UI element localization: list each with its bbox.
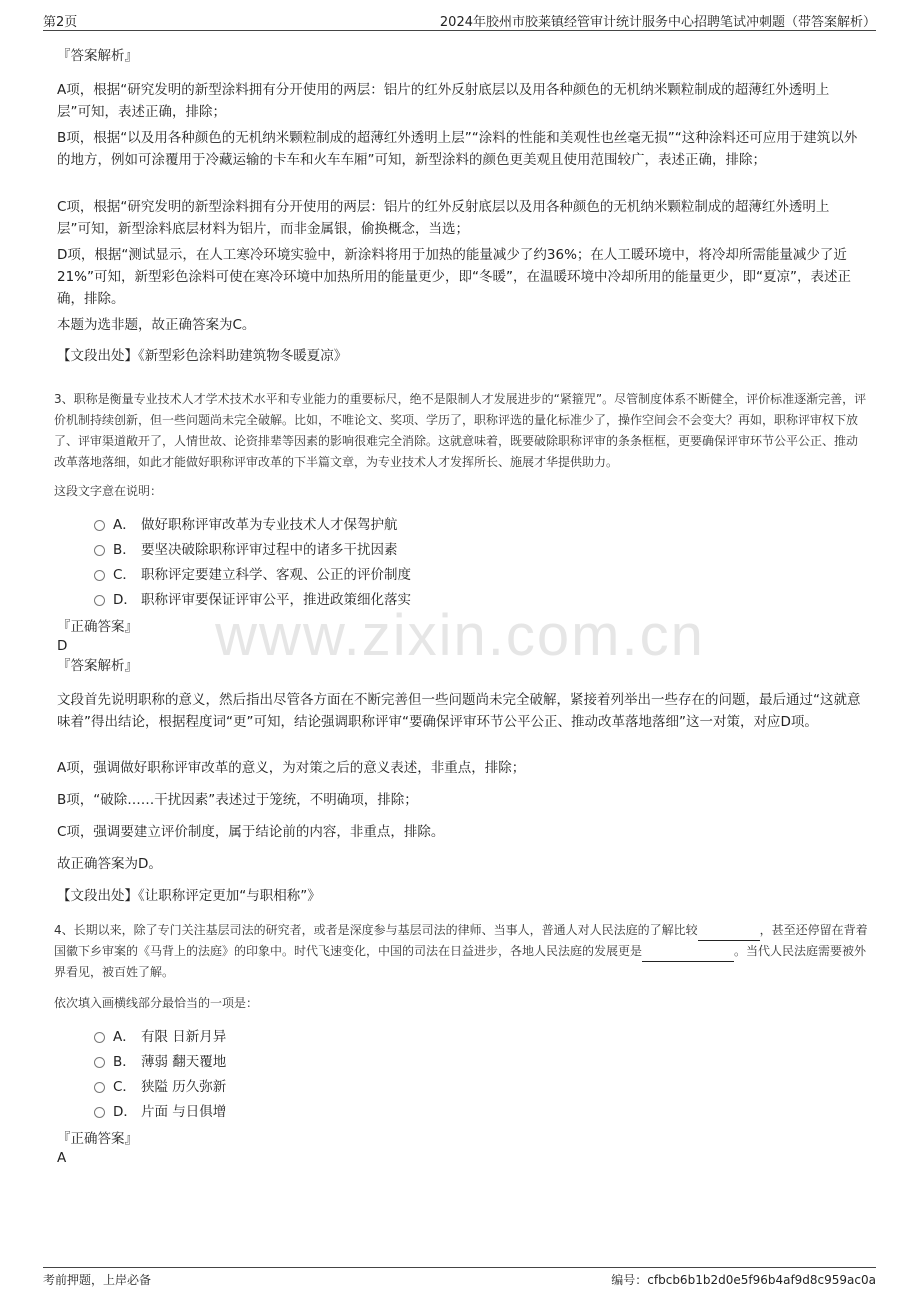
option-text: 狭隘 历久弥新 — [141, 1079, 227, 1095]
option-text: 有限 日新月异 — [141, 1029, 227, 1045]
document-id: 编号：cfbcb6b1b2d0e5f96b4af9d8c959ac0a — [611, 1273, 876, 1287]
option-letter: A． — [113, 1029, 136, 1045]
option-text: 职称评定要建立科学、客观、公正的评价制度 — [141, 567, 411, 583]
q3-prompt: 这段文字意在说明： — [54, 484, 163, 498]
q4-stem-part1: 4、长期以来，除了专门关注基层司法的研究者，或者是深度参与基层司法的律师、当事人，普通人对人民法庭的了解比较 — [54, 923, 698, 937]
radio-icon[interactable] — [94, 595, 105, 606]
radio-icon[interactable] — [94, 570, 105, 581]
q4-option-d[interactable] — [94, 1102, 226, 1122]
q2-analysis-label: 『答案解析』 — [57, 48, 138, 64]
q3-analysis-a: A项，强调做好职称评审改革的意义，为对策之后的意义表述，非重点，排除； — [57, 760, 526, 776]
q2-analysis-d: D项，根据“测试显示，在人工寒冷环境实验中，新涂料将用于加热的能量减少了约36%；在人工暖环境中，将冷却所需能量减少了近21%”可知，新型彩色涂料可使在寒冷环境中加热所用的能量更少，即“冬暖”，在温暖环境中冷却所用的能量更少，即“夏凉”，表述正确，排除。 — [57, 247, 851, 307]
q4-stem-part2: ，甚至还停留在背着国徽下乡审案的《马背上的法庭》的印象中。时代飞速变化，中国的司法在日益进步，各地人民法庭的发展更是 — [54, 923, 868, 958]
option-text: 职称评审要保证评审公平，推进政策细化落实 — [141, 592, 411, 608]
option-letter: B． — [113, 1054, 136, 1070]
q3-option-c[interactable] — [94, 565, 411, 585]
footer-divider — [43, 1267, 876, 1268]
q4-option-c[interactable] — [94, 1077, 226, 1097]
q3-answer: D — [57, 638, 68, 654]
q2-source: 【文段出处】《新型彩色涂料助建筑物冬暖夏凉》 — [57, 348, 348, 364]
radio-icon[interactable] — [94, 1082, 105, 1093]
option-letter: D． — [113, 1104, 137, 1120]
q3-analysis-main: 文段首先说明职称的意义，然后指出尽管各方面在不断完善但一些问题尚未完全破解，紧接着列举出一些存在的问题，最后通过“这就意味着”得出结论，根据程度词“更”可知，结论强调职称评审“要确保评审环节公平公正、推动改革落地落细”这一对策，对应D项。 — [57, 692, 861, 730]
page-number: 第2页 — [43, 15, 78, 30]
q4-stem — [54, 920, 868, 983]
watermark: www.zixin.com.cn — [215, 603, 705, 668]
option-text: 要坚决破除职称评审过程中的诸多干扰因素 — [141, 542, 398, 558]
q4-option-b[interactable] — [94, 1052, 226, 1072]
option-text: 片面 与日俱增 — [141, 1104, 227, 1120]
q2-conclusion: 本题为选非题，故正确答案为C。 — [57, 317, 256, 333]
radio-icon[interactable] — [94, 1057, 105, 1068]
option-letter: C． — [113, 1079, 136, 1095]
radio-icon[interactable] — [94, 520, 105, 531]
q3-option-a[interactable] — [94, 515, 398, 535]
q2-analysis-c: C项，根据“研究发明的新型涂料拥有分开使用的两层：铝片的红外反射底层以及用各种颜色的无机纳米颗粒制成的超薄红外透明上层”可知，新型涂料底层材料为铝片，而非金属银，偷换概念，当选； — [57, 199, 830, 237]
option-text: 做好职称评审改革为专业技术人才保驾护航 — [141, 517, 398, 533]
option-text: 薄弱 翻天覆地 — [141, 1054, 227, 1070]
document-title: 2024年胶州市胶莱镇经管审计统计服务中心招聘笔试冲刺题（带答案解析） — [439, 15, 876, 30]
q4-option-a[interactable] — [94, 1027, 226, 1047]
q2-analysis-b: B项，根据“以及用各种颜色的无机纳米颗粒制成的超薄红外透明上层”“涂料的性能和美观性也丝毫无损”“这种涂料还可应用于建筑以外的地方，例如可涂覆用于冷藏运输的卡车和火车车厢”可知，新型涂料的颜色更美观且使用范围较广，表述正确，排除； — [57, 130, 858, 168]
q2-analysis-a: A项，根据“研究发明的新型涂料拥有分开使用的两层：铝片的红外反射底层以及用各种颜色的无机纳米颗粒制成的超薄红外透明上层”可知，表述正确，排除； — [57, 82, 830, 120]
q3-option-b[interactable] — [94, 540, 398, 560]
q3-source: 【文段出处】《让职称评定更加“与职相称”》 — [57, 888, 321, 904]
option-letter: A． — [113, 517, 136, 533]
footer-slogan: 考前押题，上岸必备 — [43, 1273, 152, 1287]
q3-analysis-label: 『答案解析』 — [57, 658, 138, 674]
q3-stem: 3、职称是衡量专业技术人才学术技术水平和专业能力的重要标尺，绝不是限制人才发展进步的“紧箍咒”。尽管制度体系不断健全，评价标准逐渐完善，评价机制持续创新，但一些问题尚未完全破解。比如，不唯论文、奖项、学历了，职称评选的量化标准少了，操作空间会不会变大？再如，职称评审权下放了、评审渠道敞开了，人情世故、论资排辈等因素的影响很难完全消除。这就意味着，既要破除职称评审的条条框框，更要确保评审环节公平公正、推动改革落地落细，如此才能做好职称评审改革的下半篇文章，为专业技术人才发挥所长、施展才华提供助力。 — [54, 392, 867, 469]
q3-conclusion: 故正确答案为D。 — [57, 856, 162, 872]
radio-icon[interactable] — [94, 1107, 105, 1118]
option-letter: B． — [113, 542, 136, 558]
q4-prompt: 依次填入画横线部分最恰当的一项是： — [54, 996, 259, 1010]
q3-option-d[interactable] — [94, 590, 411, 610]
q3-answer-label: 『正确答案』 — [57, 619, 138, 635]
header-divider — [43, 30, 876, 31]
blank-2 — [642, 947, 734, 962]
blank-1 — [698, 926, 760, 941]
radio-icon[interactable] — [94, 1032, 105, 1043]
q4-answer-label: 『正确答案』 — [57, 1131, 138, 1147]
q4-stem-part3: 。当代人民法庭需要被外界看见，被百姓了解。 — [54, 944, 867, 979]
q3-analysis-c: C项，强调要建立评价制度，属于结论前的内容，非重点，排除。 — [57, 824, 445, 840]
option-letter: D． — [113, 592, 137, 608]
radio-icon[interactable] — [94, 545, 105, 556]
option-letter: C． — [113, 567, 136, 583]
q3-analysis-b: B项，“破除……干扰因素”表述过于笼统，不明确项，排除； — [57, 792, 418, 808]
q4-answer: A — [57, 1150, 67, 1166]
